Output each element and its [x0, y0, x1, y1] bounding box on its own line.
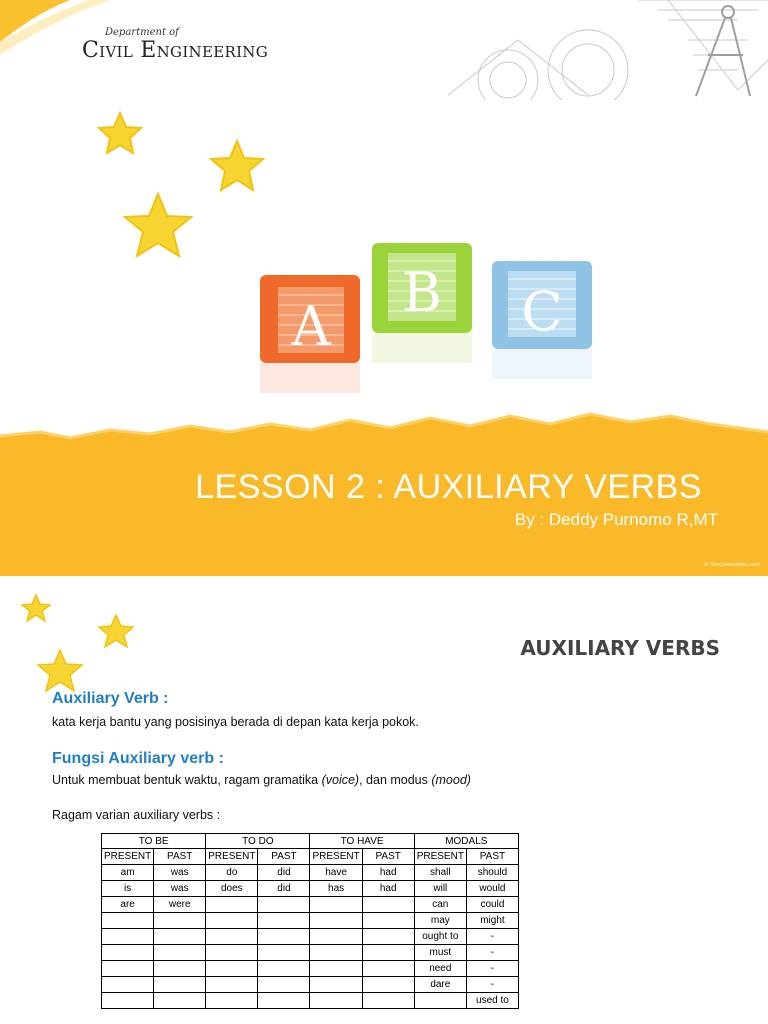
table-cell: has — [310, 881, 362, 897]
column-header: PRESENT — [310, 849, 362, 865]
table-row — [102, 929, 519, 945]
function-text — [52, 773, 471, 787]
table-cell — [258, 913, 310, 929]
function-heading: Fungsi Auxiliary verb : — [52, 750, 224, 767]
table-cell — [206, 913, 258, 929]
table-cell: are — [102, 897, 154, 913]
star-icon — [38, 650, 82, 691]
column-header: PAST — [154, 849, 206, 865]
block-a — [260, 275, 360, 393]
block-b — [372, 243, 472, 363]
slide-title: AUXILIARY VERBS — [520, 636, 720, 660]
table-cell — [206, 993, 258, 1009]
table-cell: do — [206, 865, 258, 881]
table-cell — [362, 961, 414, 977]
table-cell: must — [414, 945, 466, 961]
column-header: PRESENT — [206, 849, 258, 865]
table-cell — [102, 961, 154, 977]
table-cell: - — [466, 961, 518, 977]
column-header: PAST — [362, 849, 414, 865]
content-slide — [0, 584, 768, 1024]
group-header-to-be: TO BE — [102, 834, 206, 849]
table-cell: am — [102, 865, 154, 881]
block-c — [492, 261, 592, 379]
table-cell — [154, 945, 206, 961]
table-cell — [310, 897, 362, 913]
mood-term: (mood) — [431, 773, 471, 787]
function-text-part-2: , dan modus — [359, 773, 432, 787]
engineering-sketch — [438, 0, 768, 100]
star-icon — [99, 113, 141, 153]
table-cell — [310, 929, 362, 945]
table-cell: was — [154, 881, 206, 897]
column-header: PRESENT — [414, 849, 466, 865]
department-name: Civil Engineering — [82, 38, 269, 63]
table-cell — [206, 929, 258, 945]
table-row — [102, 913, 519, 929]
table-cell: would — [466, 881, 518, 897]
table-cell — [362, 993, 414, 1009]
column-header: PAST — [258, 849, 310, 865]
star-icon — [211, 141, 263, 190]
table-cell: ought to — [414, 929, 466, 945]
star-icon — [22, 595, 50, 621]
table-cell — [258, 945, 310, 961]
table-group-header-row — [102, 834, 519, 849]
table-cell: will — [414, 881, 466, 897]
table-row — [102, 897, 519, 913]
table-subheader-row — [102, 849, 519, 865]
stars-decoration — [0, 584, 160, 704]
table-cell — [206, 977, 258, 993]
table-cell — [102, 945, 154, 961]
table-cell — [102, 977, 154, 993]
table-row — [102, 865, 519, 881]
table-cell — [362, 977, 414, 993]
table-cell: shall — [414, 865, 466, 881]
table-cell — [414, 993, 466, 1009]
table-cell: could — [466, 897, 518, 913]
table-cell — [310, 961, 362, 977]
table-row — [102, 945, 519, 961]
table-cell: did — [258, 881, 310, 897]
group-header-to-have: TO HAVE — [310, 834, 414, 849]
table-row — [102, 961, 519, 977]
table-cell — [310, 945, 362, 961]
column-header: PRESENT — [102, 849, 154, 865]
block-b-letter: B — [402, 261, 442, 324]
table-cell — [362, 913, 414, 929]
table-cell: - — [466, 977, 518, 993]
table-cell: used to — [466, 993, 518, 1009]
table-body — [102, 865, 519, 1009]
table-cell: - — [466, 929, 518, 945]
column-header: PAST — [466, 849, 518, 865]
table-cell — [154, 929, 206, 945]
auxiliary-verbs-table — [101, 833, 519, 1009]
table-cell: were — [154, 897, 206, 913]
table-cell: had — [362, 865, 414, 881]
group-header-to-do: TO DO — [206, 834, 310, 849]
function-text-part-1: Untuk membuat bentuk waktu, ragam gramatika — [52, 773, 322, 787]
table-cell — [362, 945, 414, 961]
table-cell — [310, 993, 362, 1009]
abc-blocks-illustration — [250, 235, 600, 405]
table-cell: was — [154, 865, 206, 881]
table-cell — [258, 961, 310, 977]
table-cell: have — [310, 865, 362, 881]
voice-term: (voice) — [321, 773, 360, 787]
star-icon — [125, 194, 191, 256]
table-cell — [102, 993, 154, 1009]
table-cell — [310, 913, 362, 929]
table-cell — [362, 929, 414, 945]
table-cell — [154, 961, 206, 977]
table-cell: might — [466, 913, 518, 929]
lesson-title: LESSON 2 : AUXILIARY VERBS — [195, 468, 702, 506]
table-cell — [102, 929, 154, 945]
table-cell: does — [206, 881, 258, 897]
variants-label: Ragam varian auxiliary verbs : — [52, 808, 221, 822]
definition-heading: Auxiliary Verb : — [52, 690, 169, 707]
table-cell — [258, 897, 310, 913]
table-row — [102, 881, 519, 897]
department-prefix: Department of — [105, 27, 179, 38]
table-cell — [206, 961, 258, 977]
table-cell — [310, 977, 362, 993]
table-cell — [102, 913, 154, 929]
table-cell — [154, 977, 206, 993]
table-cell: is — [102, 881, 154, 897]
table-cell: - — [466, 945, 518, 961]
table-cell — [258, 993, 310, 1009]
group-header-modals: MODALS — [414, 834, 518, 849]
table-cell: need — [414, 961, 466, 977]
table-cell — [206, 945, 258, 961]
table-row — [102, 977, 519, 993]
block-a-letter: A — [291, 295, 331, 358]
table-cell — [258, 977, 310, 993]
table-row — [102, 993, 519, 1009]
table-cell: may — [414, 913, 466, 929]
table-cell: did — [258, 865, 310, 881]
table-cell: dare — [414, 977, 466, 993]
table-cell — [258, 929, 310, 945]
table-cell: had — [362, 881, 414, 897]
block-c-letter: C — [521, 280, 563, 343]
table-cell — [154, 993, 206, 1009]
lesson-byline: By : Deddy Purnomo R,MT — [514, 510, 718, 529]
table-cell — [154, 913, 206, 929]
table-cell — [362, 897, 414, 913]
table-cell: should — [466, 865, 518, 881]
copyright-note: © TemplatesWise.com — [703, 562, 760, 568]
table-cell — [206, 897, 258, 913]
table-cell: can — [414, 897, 466, 913]
star-icon — [99, 615, 133, 647]
definition-text: kata kerja bantu yang posisinya berada di depan kata kerja pokok. — [52, 715, 419, 729]
